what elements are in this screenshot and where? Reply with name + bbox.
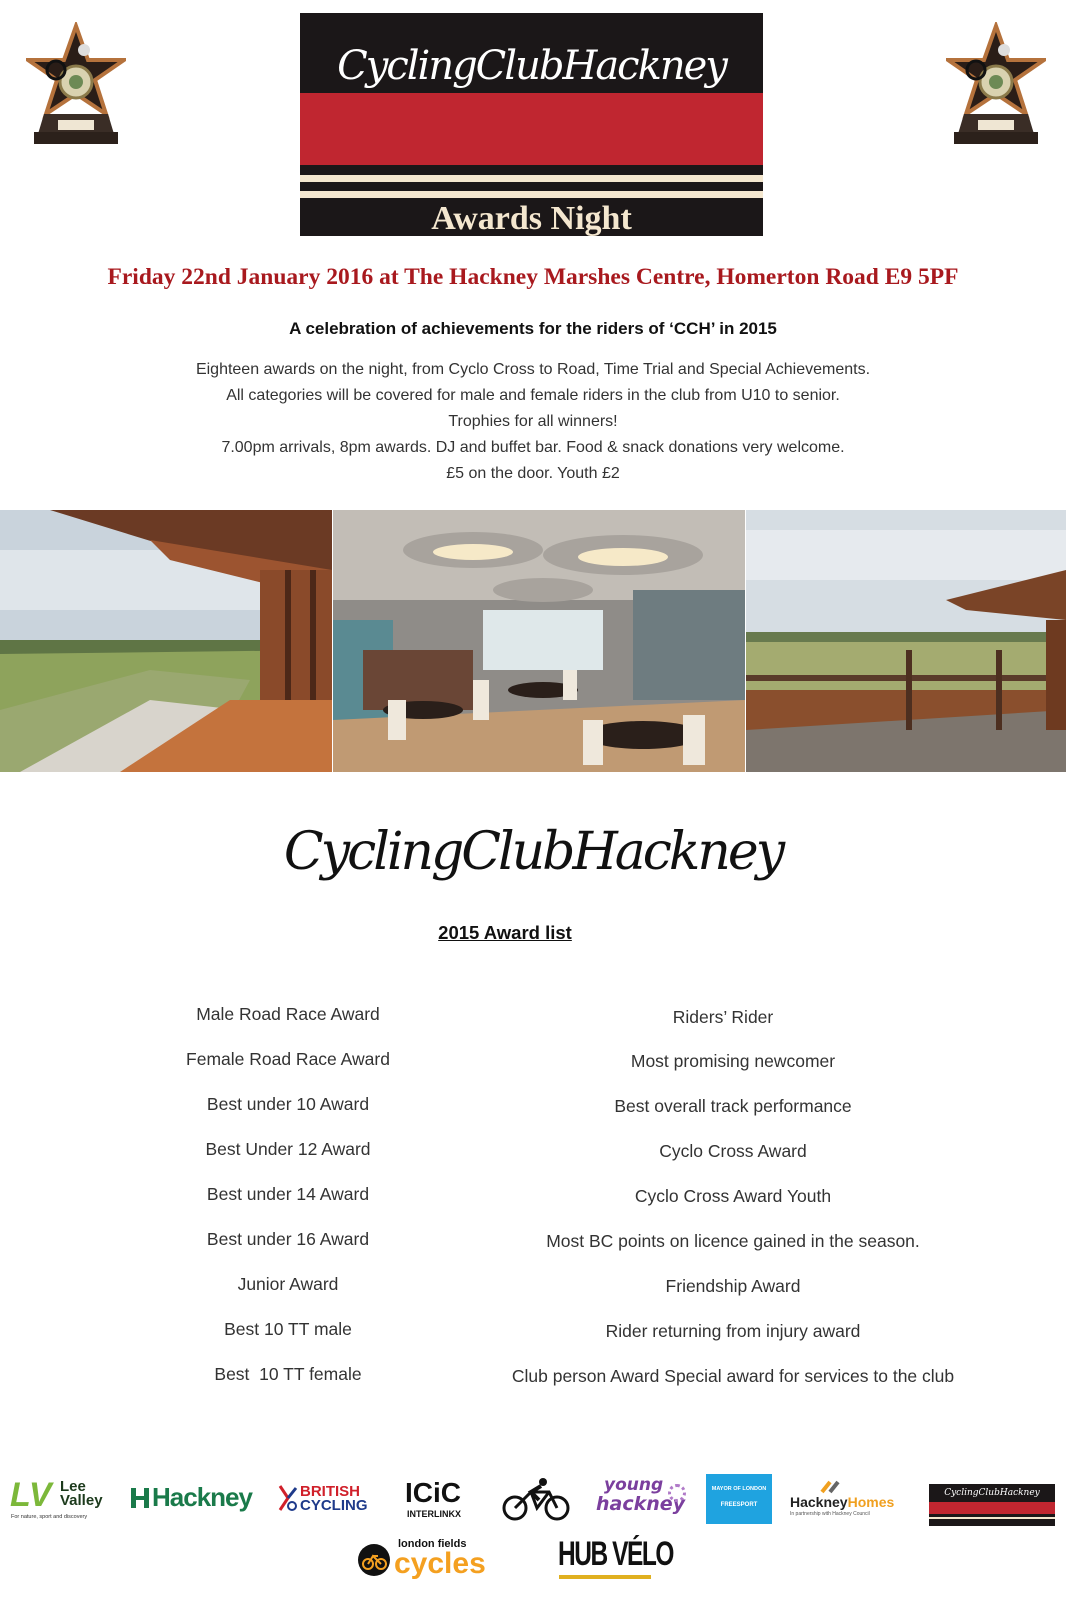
hackney-homes-tagline: In partnership with Hackney Council bbox=[790, 1511, 870, 1517]
cyclist-silhouette-icon bbox=[497, 1478, 577, 1522]
hackney-h-icon bbox=[130, 1485, 150, 1507]
young-hackney-line1: young bbox=[604, 1475, 664, 1495]
trophy-icon-right bbox=[946, 22, 1046, 146]
award-item: Best Under 12 Award bbox=[205, 1139, 371, 1159]
award-item: Best 10 TT male bbox=[224, 1319, 352, 1339]
banner-red-band bbox=[300, 93, 763, 165]
award-item: Female Road Race Award bbox=[186, 1049, 390, 1069]
award-item: Best under 14 Award bbox=[206, 1184, 370, 1204]
london-fields-cycles-logo bbox=[358, 1536, 508, 1586]
lee-valley-logo bbox=[10, 1478, 120, 1522]
hackney-homes-name bbox=[790, 1494, 894, 1510]
icic-mark: ICiC bbox=[405, 1477, 461, 1508]
london-fields-bike-icon bbox=[358, 1544, 390, 1576]
event-date-location: Friday 22nd January 2016 at The Hackney Marshes Centre, Homerton Road E9 5PF bbox=[107, 264, 959, 290]
bike-swirl-icon bbox=[276, 1484, 298, 1512]
hackney-homes-part1: Hackney bbox=[790, 1494, 848, 1510]
award-item: Most promising newcomer bbox=[630, 1051, 836, 1071]
award-item: Best under 10 Award bbox=[206, 1094, 370, 1114]
award-list-title: 2015 Award list bbox=[438, 922, 572, 943]
description-line: £5 on the door. Youth £2 bbox=[446, 465, 620, 482]
lee-valley-tagline: For nature, sport and discovery bbox=[11, 1514, 88, 1520]
mayor-freesport-logo bbox=[706, 1474, 772, 1524]
description-line: 7.00pm arrivals, 8pm awards. DJ and buffet bar. Food & snack donations very welcome. bbox=[221, 439, 845, 456]
terrace-field-photo bbox=[0, 510, 332, 772]
cch-small-banner bbox=[929, 1484, 1055, 1526]
event-subtitle: A celebration of achievements for the riders of ‘CCH’ in 2015 bbox=[289, 319, 777, 338]
banner-club-name: CyclingClubHackney bbox=[337, 43, 726, 89]
british-cycling-line2: CYCLING bbox=[300, 1497, 368, 1514]
young-hackney-logo bbox=[596, 1476, 691, 1520]
homes-roof-icon bbox=[820, 1478, 842, 1494]
award-item: Friendship Award bbox=[665, 1276, 801, 1296]
hub-velo-underline bbox=[559, 1575, 651, 1579]
award-item: Most BC points on licence gained in the season. bbox=[546, 1231, 920, 1251]
award-item: Club person Award Special award for services to the club bbox=[511, 1366, 955, 1386]
description-line: All categories will be covered for male and female riders in the club from U10 to senior. bbox=[226, 387, 840, 404]
banner-stripe bbox=[300, 175, 763, 182]
london-fields-name: cycles bbox=[394, 1547, 486, 1580]
club-logo: CyclingClubHackney bbox=[283, 822, 783, 882]
mayor-line1: MAYOR OF LONDON bbox=[711, 1486, 767, 1492]
hackney-logo bbox=[130, 1482, 252, 1513]
award-item: Male Road Race Award bbox=[196, 1004, 380, 1024]
hackney-homes-part2: Homes bbox=[847, 1494, 895, 1510]
lee-valley-name: Lee Valley bbox=[60, 1478, 103, 1509]
icic-logo bbox=[405, 1478, 485, 1522]
awards-banner bbox=[300, 13, 763, 236]
cafe-interior-photo bbox=[333, 510, 745, 772]
award-item: Best overall track performance bbox=[614, 1096, 852, 1116]
cch-small-red-band bbox=[929, 1502, 1055, 1514]
banner-stripe bbox=[300, 191, 763, 198]
balcony-field-photo bbox=[746, 510, 1066, 772]
hackney-homes-logo bbox=[790, 1478, 910, 1522]
award-item: Cyclo Cross Award Youth bbox=[634, 1186, 832, 1206]
award-item: Best under 16 Award bbox=[206, 1229, 370, 1249]
icic-sub: INTERLINKX bbox=[407, 1509, 461, 1519]
description-line: Eighteen awards on the night, from Cyclo Cross to Road, Time Trial and Special Achievements. bbox=[195, 361, 871, 378]
hub-velo-logo: HUB VÉLO bbox=[558, 1535, 673, 1573]
hackney-name: Hackney bbox=[152, 1482, 252, 1512]
london-fields-top: london fields bbox=[398, 1538, 467, 1550]
cch-small-stripe bbox=[929, 1517, 1055, 1519]
cch-small-name: CyclingClubHackney bbox=[944, 1488, 1040, 1498]
young-hackney-line2: hackney bbox=[596, 1493, 686, 1515]
spray-dots-icon bbox=[668, 1484, 686, 1502]
banner-event-title: Awards Night bbox=[431, 200, 632, 236]
award-item: Rider returning from injury award bbox=[605, 1321, 861, 1341]
british-cycling-logo bbox=[276, 1478, 391, 1514]
award-item: Best 10 TT female bbox=[214, 1364, 362, 1384]
award-item: Cyclo Cross Award bbox=[659, 1141, 807, 1161]
mayor-line2: FREESPORT bbox=[720, 1502, 758, 1508]
british-cycling-line1: BRITISH bbox=[300, 1483, 360, 1500]
trophy-icon-left bbox=[26, 22, 126, 146]
description-line: Trophies for all winners! bbox=[448, 413, 618, 430]
event-description bbox=[0, 357, 1066, 487]
award-item: Riders’ Rider bbox=[672, 1007, 774, 1027]
lee-valley-mark: LV bbox=[10, 1476, 52, 1514]
venue-photos bbox=[0, 510, 1066, 772]
award-item: Junior Award bbox=[237, 1274, 339, 1294]
sponsor-logos bbox=[0, 1475, 1066, 1600]
